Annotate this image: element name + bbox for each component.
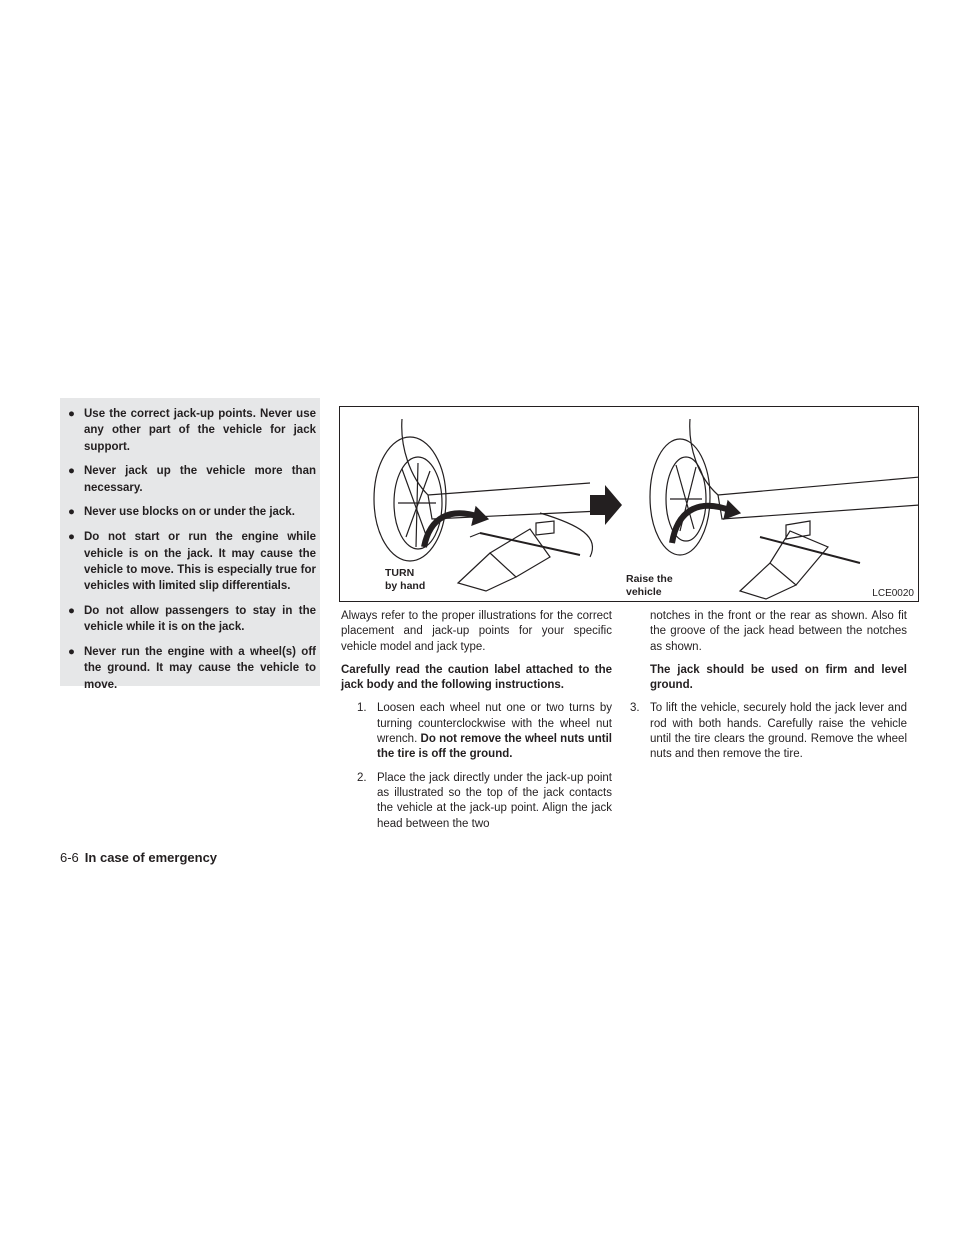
bullet-icon: ● (68, 646, 75, 659)
step-number: 3. (630, 702, 640, 715)
jack-base-left (458, 553, 516, 591)
section-title: In case of emergency (84, 850, 218, 865)
jack-illustration (339, 406, 919, 602)
body-column-1 (341, 609, 612, 840)
vehicle-body-right (690, 419, 919, 495)
warning-item: ● Do not start or run the engine while vehicle is on the jack. It may cause the vehicle to move. This is especially true for vehicles with limited slip differentials. (68, 531, 316, 593)
warning-item: ● Do not allow passengers to stay in the vehicle while it is on the jack. (68, 604, 316, 634)
body-column-2 (630, 609, 907, 771)
steps-list (341, 701, 612, 831)
step-item: 2. Place the jack directly under the jack-up point as illustrated so the top of the jack contacts the vehicle at the jack-up point. Align the jack head between the two (357, 771, 612, 830)
bullet-icon: ● (68, 531, 75, 544)
warning-item: ● Never jack up the vehicle more than necessary. (68, 465, 316, 494)
warning-list (68, 406, 316, 693)
step-item: 1. Loosen each wheel nut one or two turns by turning counterclockwise with the wheel nut wrench. Do not remove the wheel nuts until the tire is off the ground. (357, 702, 612, 761)
bullet-icon: ● (68, 604, 75, 617)
bullet-icon: ● (68, 465, 75, 478)
intro-paragraph: Always refer to the proper illustrations for the correct placement and jack-up points for your specific vehicle model and jack type. (341, 610, 612, 653)
tire-right (650, 439, 710, 555)
step-number: 1. (357, 702, 367, 715)
page-footer (60, 850, 217, 865)
page-number: 6-6 (60, 850, 79, 865)
vehicle-body-left (402, 419, 590, 495)
caution-paragraph: Carefully read the caution label attached to the jack body and the following instructions. (341, 663, 612, 692)
warning-item: ● Use the correct jack-up points. Never use any other part of the vehicle for jack support. (68, 408, 316, 453)
warning-item: ● Never use blocks on or under the jack. (68, 504, 316, 520)
bullet-icon: ● (68, 506, 75, 519)
step-item: 3. To lift the vehicle, securely hold the jack lever and rod with both hands. Carefully raise the vehicle until the tire clears the ground. Remove the wheel nuts and then remove the tire. (630, 702, 907, 761)
step-number: 2. (357, 771, 367, 784)
turn-by-hand-label: TURN by hand (385, 567, 426, 592)
step-arrow-icon (590, 485, 622, 525)
steps-list-cont (630, 609, 907, 763)
warning-item: ● Never run the engine with a wheel(s) off the ground. It may cause the vehicle to move. (68, 646, 316, 691)
jack-base-right (740, 563, 796, 599)
tire-left (374, 437, 446, 561)
raise-vehicle-label: Raise the vehicle (626, 573, 673, 598)
step-continuation: notches in the front or the rear as shown. Also fit the groove of the jack head between the notches as shown. The jack should be used on firm and level ground. (650, 610, 907, 692)
bullet-icon: ● (68, 408, 75, 420)
warning-box (60, 398, 320, 691)
figure-code: LCE0020 (872, 588, 914, 599)
